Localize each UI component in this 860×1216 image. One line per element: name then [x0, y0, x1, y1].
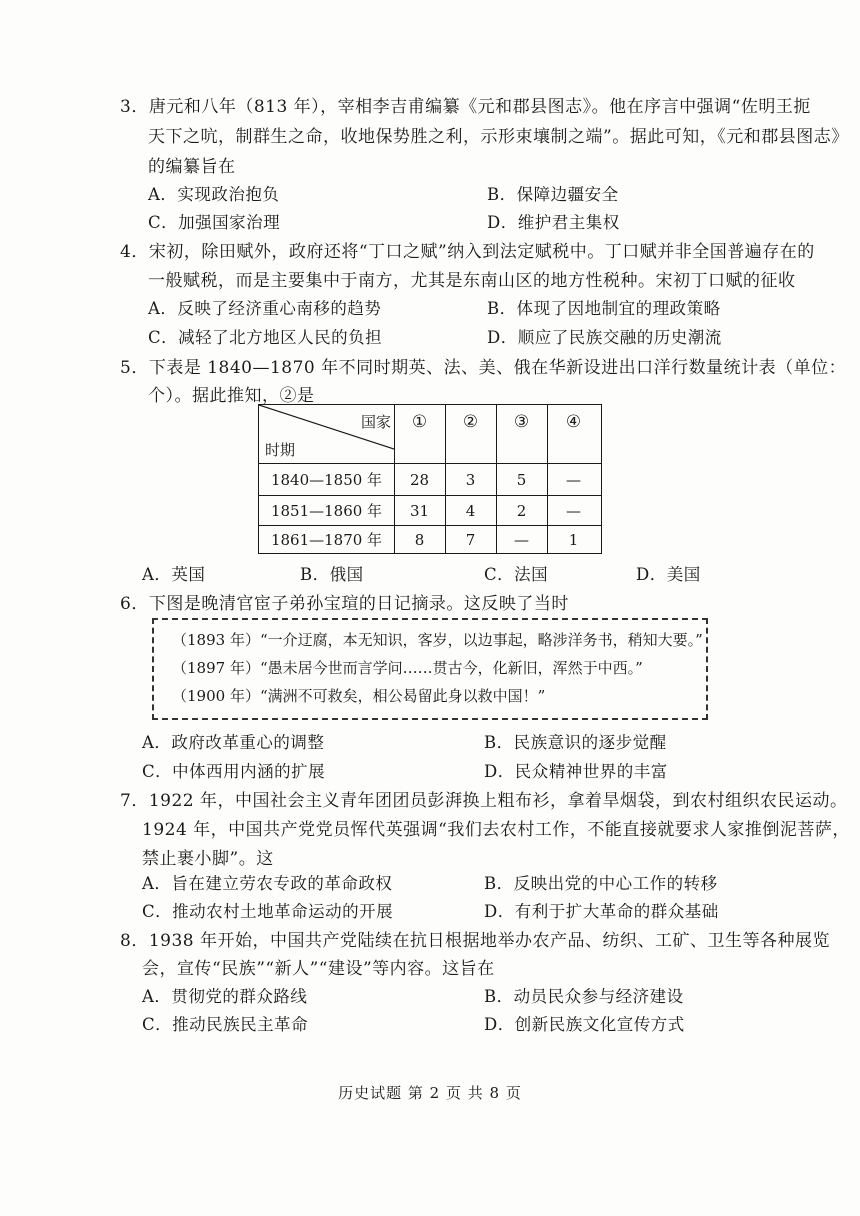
q4-option-d: D．顺应了民族交融的历史潮流: [487, 328, 722, 347]
table-row1-c1: 28: [409, 471, 430, 489]
table-row2-period: 1851—1860 年: [270, 502, 383, 520]
q8-stem-line2: 会，宣传“民族”“新人”“建设”等内容。这旨在: [142, 959, 495, 979]
table-row1-c3: 5: [516, 471, 527, 489]
table-row3-period: 1861—1870 年: [270, 531, 383, 549]
q5-option-a: A．英国: [142, 565, 206, 584]
table-row2-c3: 2: [516, 502, 527, 520]
page-footer: 历史试题 第 2 页 共 8 页: [338, 1084, 522, 1102]
table-row1-period: 1840—1850 年: [270, 471, 383, 489]
table-row3-c3: —: [514, 531, 529, 549]
q5-stem-line1: 5．下表是 1840—1870 年不同时期英、法、美、俄在华新设进出口洋行数量统计表（单位：: [120, 358, 847, 378]
q8-option-a: A．贯彻党的群众路线: [142, 987, 308, 1006]
q6-option-d: D．民众精神世界的丰富: [484, 762, 668, 781]
q7-stem-line3: 禁止裹小脚”。这: [142, 849, 274, 869]
table-row2-c2: 4: [465, 502, 476, 520]
q3-option-c: C．加强国家治理: [148, 213, 281, 232]
table-row3-c2: 7: [465, 531, 476, 549]
table-row3-c1: 8: [414, 531, 425, 549]
q5-option-d: D．美国: [636, 565, 701, 584]
table-row2-c1: 31: [409, 502, 430, 520]
q7-option-d: D．有利于扩大革命的群众基础: [484, 902, 719, 921]
q3-stem-line1: 3．唐元和八年（813 年），宰相李吉甫编纂《元和郡县图志》。他在序言中强调“佐明王扼: [120, 97, 811, 117]
q4-stem-line2: 一般赋税，而是主要集中于南方，尤其是东南山区的地方性税种。宋初丁口赋的征收: [148, 271, 796, 291]
q8-option-d: D．创新民族文化宣传方式: [484, 1015, 685, 1034]
diary-quote-1893: （1893 年）“一介迂腐，本无知识，客岁，以边事起，略涉洋务书，稍知大要。”: [172, 631, 703, 649]
q4-option-b: B．体现了因地制宜的理政策略: [487, 299, 721, 318]
q3-option-b: B．保障边疆安全: [487, 185, 619, 204]
diary-quote-1900: （1900 年）“满洲不可救矣，相公曷留此身以救中国！”: [172, 687, 546, 705]
table-header-3: ③: [513, 412, 530, 432]
q7-option-a: A．旨在建立劳农专政的革命政权: [142, 874, 393, 893]
diary-quote-1897: （1897 年）“愚未居今世而言学问……贯古今，化新旧，浑然于中西。”: [172, 659, 643, 677]
q6-stem-line1: 6．下图是晚清官宦子弟孙宝瑄的日记摘录。这反映了当时: [120, 594, 569, 614]
q3-stem-line3: 的编纂旨在: [148, 157, 236, 177]
q7-stem-line1: 7．1922 年，中国社会主义青年团团员彭湃换上粗布衫，拿着旱烟袋，到农村组织农民运动。: [120, 791, 848, 811]
table-row3-c4: 1: [568, 531, 579, 549]
q3-option-a: A．实现政治抱负: [148, 185, 280, 204]
table-corner-country: 国家: [360, 413, 391, 431]
q7-option-b: B．反映出党的中心工作的转移: [484, 874, 718, 893]
q4-stem-line1: 4．宋初，除田赋外，政府还将“丁口之赋”纳入到法定赋税中。丁口赋并非全国普遍存在的: [120, 242, 815, 262]
q6-option-c: C．中体西用内涵的扩展: [142, 762, 326, 781]
q5-option-b: B．俄国: [300, 565, 364, 584]
table-header-4: ④: [565, 412, 582, 432]
q4-option-c: C．减轻了北方地区人民的负担: [148, 328, 383, 347]
table-row2-c4: —: [566, 502, 581, 520]
table-header-1: ①: [411, 412, 428, 432]
table-corner-period: 时期: [265, 441, 296, 459]
q5-stem-line2: 个）。据此推知，②是: [148, 386, 315, 406]
q8-stem-line1: 8．1938 年开始，中国共产党陆续在抗日根据地举办农产品、纺织、工矿、卫生等各种展览: [120, 931, 830, 951]
q4-option-a: A．反映了经济重心南移的趋势: [148, 299, 382, 318]
q8-option-c: C．推动民族民主革命: [142, 1015, 309, 1034]
q6-option-b: B．民族意识的逐步觉醒: [484, 733, 667, 752]
diary-excerpt-box: [152, 618, 708, 720]
table-row1-c4: —: [566, 471, 581, 489]
q6-option-a: A．政府改革重心的调整: [142, 733, 325, 752]
q5-option-c: C．法国: [484, 565, 549, 584]
q8-option-b: B．动员民众参与经济建设: [484, 987, 684, 1006]
q7-option-c: C．推动农村土地革命运动的开展: [142, 902, 394, 921]
q7-stem-line2: 1924 年，中国共产党党员恽代英强调“我们去农村工作，不能直接就要求人家推倒泥菩萨，: [142, 820, 850, 840]
q3-option-d: D．维护君主集权: [487, 213, 620, 232]
q3-stem-line2: 天下之吭，制群生之命，收地保势胜之利，示形束壤制之端”。据此可知，《元和郡县图志》: [148, 127, 849, 147]
table-row1-c2: 3: [465, 471, 476, 489]
table-header-2: ②: [462, 412, 479, 432]
trading-houses-table: [258, 404, 602, 554]
